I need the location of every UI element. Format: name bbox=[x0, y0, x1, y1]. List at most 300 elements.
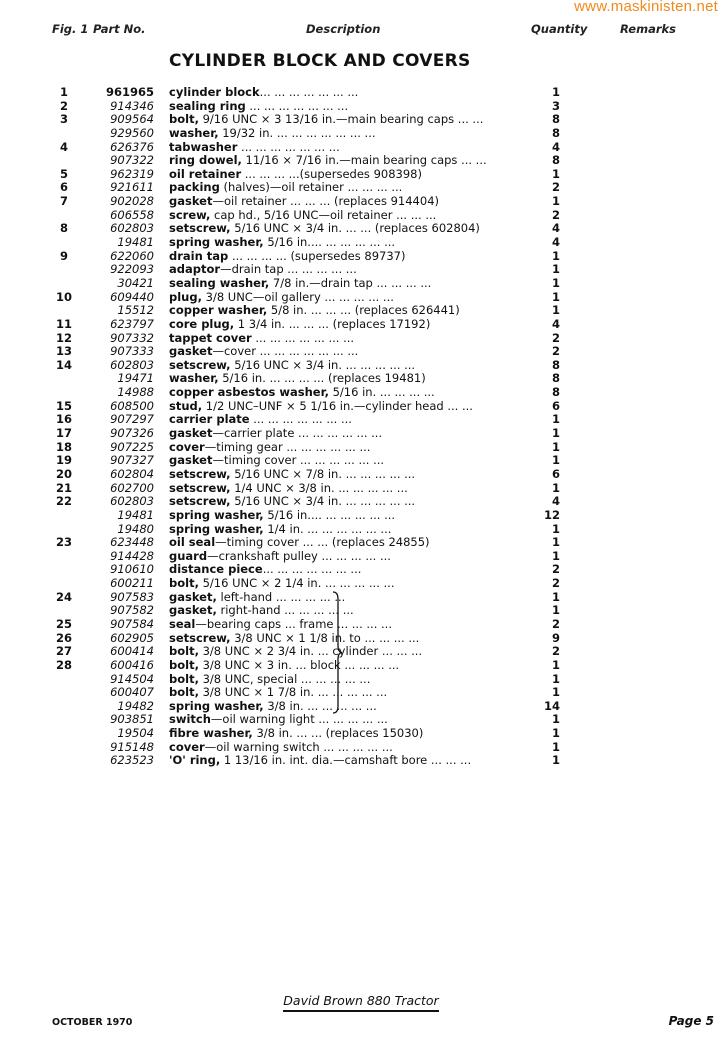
description bbox=[169, 686, 527, 700]
part-number: 907297 bbox=[110, 412, 154, 427]
description bbox=[169, 659, 527, 673]
quantity: 1 bbox=[551, 412, 560, 427]
table-row bbox=[0, 100, 722, 114]
part-number: 19504 bbox=[117, 726, 154, 741]
part-number: 602803 bbox=[110, 221, 154, 236]
part-number: 602700 bbox=[110, 480, 154, 495]
table-row bbox=[0, 236, 722, 250]
part-number: 606558 bbox=[110, 207, 154, 222]
table-row bbox=[0, 291, 722, 305]
watermark-link[interactable]: www.maskinisten.net bbox=[574, 0, 718, 15]
item-detail: —timing gear ... ... ... ... ... ... bbox=[204, 440, 371, 454]
fig-number: 7 bbox=[59, 194, 68, 209]
item-name: tabwasher bbox=[169, 140, 238, 154]
fig-number: 25 bbox=[55, 616, 72, 631]
item-detail: 5/16 UNC × 3/4 in. ... ... ... ... ... bbox=[230, 358, 416, 372]
part-number: 30421 bbox=[117, 275, 154, 290]
table-row bbox=[0, 400, 722, 414]
description bbox=[169, 550, 527, 564]
item-detail: 5/16 in. ... ... ... ... bbox=[328, 386, 435, 400]
description bbox=[169, 345, 527, 359]
item-detail: —timing cover ... ... ... ... ... ... bbox=[212, 454, 385, 468]
item-name: oil retainer bbox=[169, 167, 242, 181]
quantity: 1 bbox=[551, 453, 560, 468]
part-number: 962319 bbox=[110, 166, 154, 181]
description bbox=[169, 209, 527, 223]
description bbox=[169, 195, 527, 209]
part-number: 600407 bbox=[110, 685, 154, 700]
table-row bbox=[0, 413, 722, 427]
part-number: 19481 bbox=[117, 507, 154, 522]
part-number: 914504 bbox=[110, 671, 154, 686]
table-row bbox=[0, 727, 722, 741]
item-name: bolt, bbox=[169, 645, 199, 659]
table-row bbox=[0, 222, 722, 236]
item-detail: 7/8 in.—drain tap ... ... ... ... bbox=[269, 276, 432, 290]
item-detail: 5/16 in. ... ... ... ... (replaces 19481) bbox=[218, 372, 426, 386]
item-detail: 9/16 UNC × 3 13/16 in.—main bearing caps ... ... bbox=[198, 113, 484, 127]
part-number: 907332 bbox=[110, 330, 154, 345]
quantity: 6 bbox=[551, 398, 560, 413]
table-row bbox=[0, 304, 722, 318]
footer-title bbox=[0, 993, 722, 1008]
fig-number: 18 bbox=[55, 439, 72, 454]
part-number: 19471 bbox=[117, 371, 154, 386]
fig-number: 22 bbox=[55, 494, 72, 509]
item-detail: ... ... ... ... ... ... ... bbox=[259, 86, 359, 99]
item-detail: (halves)—oil retainer ... ... ... ... bbox=[219, 181, 403, 195]
quantity: 2 bbox=[551, 644, 560, 659]
item-name: bolt, bbox=[169, 686, 199, 700]
part-number: 622060 bbox=[110, 248, 154, 263]
quantity: 1 bbox=[551, 548, 560, 563]
item-name: washer, bbox=[169, 372, 219, 386]
description bbox=[169, 454, 527, 468]
table-row bbox=[0, 686, 722, 700]
table-row bbox=[0, 468, 722, 482]
quantity: 1 bbox=[551, 426, 560, 441]
part-number: 914428 bbox=[110, 548, 154, 563]
quantity: 1 bbox=[551, 439, 560, 454]
item-name: cylinder block bbox=[169, 86, 260, 99]
table-row bbox=[0, 591, 722, 605]
item-detail: right-hand ... ... ... ... ... bbox=[216, 604, 354, 618]
quantity: 1 bbox=[551, 535, 560, 550]
fig-number: 16 bbox=[55, 412, 72, 427]
quantity: 4 bbox=[551, 316, 560, 331]
part-number: 907333 bbox=[110, 344, 154, 359]
table-row bbox=[0, 372, 722, 386]
item-name: gasket bbox=[169, 454, 213, 468]
item-detail: 5/16 in.... ... ... ... ... ... bbox=[263, 508, 396, 522]
part-number: 608500 bbox=[110, 398, 154, 413]
item-name: setscrew, bbox=[169, 631, 231, 645]
item-name: sealing ring bbox=[169, 99, 246, 113]
item-detail: ... ... ... ... ... ... ... bbox=[237, 140, 340, 154]
item-name: adaptor bbox=[169, 263, 221, 277]
table-row bbox=[0, 577, 722, 591]
fig-number: 3 bbox=[59, 112, 68, 127]
quantity: 1 bbox=[551, 480, 560, 495]
item-detail: ... ... ... ... (supersedes 89737) bbox=[228, 249, 406, 263]
table-row bbox=[0, 195, 722, 209]
quantity: 1 bbox=[551, 726, 560, 741]
fig-number: 27 bbox=[55, 644, 72, 659]
column-header-fig: Fig. 1 bbox=[52, 22, 89, 36]
table-row bbox=[0, 250, 722, 264]
quantity: 1 bbox=[551, 671, 560, 686]
part-number: 600416 bbox=[110, 657, 154, 672]
table-row bbox=[0, 741, 722, 755]
item-detail: left-hand ... ... ... ... ... bbox=[216, 590, 346, 604]
description bbox=[169, 482, 527, 496]
item-name: oil seal bbox=[169, 536, 216, 550]
description bbox=[169, 181, 527, 195]
item-detail: ... ... ... ... ... ... ... bbox=[249, 413, 352, 427]
fig-number: 14 bbox=[55, 357, 72, 372]
item-detail: 19/32 in. ... ... ... ... ... ... ... bbox=[218, 126, 376, 140]
parts-table bbox=[0, 86, 722, 768]
item-name: bolt, bbox=[169, 658, 199, 672]
item-detail: —crankshaft pulley ... ... ... ... ... bbox=[207, 549, 391, 563]
table-row bbox=[0, 632, 722, 646]
quantity: 9 bbox=[551, 630, 560, 645]
item-name: cover bbox=[169, 440, 205, 454]
quantity: 8 bbox=[551, 125, 560, 140]
item-name: setscrew, bbox=[169, 495, 231, 509]
table-row bbox=[0, 454, 722, 468]
item-name: fibre washer, bbox=[169, 727, 253, 741]
table-row bbox=[0, 113, 722, 127]
quantity: 1 bbox=[551, 753, 560, 768]
table-row bbox=[0, 563, 722, 577]
item-name: carrier plate bbox=[169, 413, 250, 427]
column-header-description: Description bbox=[306, 22, 381, 36]
table-row bbox=[0, 673, 722, 687]
description bbox=[169, 618, 527, 632]
table-row bbox=[0, 332, 722, 346]
fig-number: 19 bbox=[55, 453, 72, 468]
item-name: ring dowel, bbox=[169, 154, 242, 168]
fig-number: 4 bbox=[59, 139, 68, 154]
item-detail: 5/16 UNC × 7/8 in. ... ... ... ... ... bbox=[230, 467, 416, 481]
quantity: 1 bbox=[551, 262, 560, 277]
item-name: gasket, bbox=[169, 590, 217, 604]
table-row bbox=[0, 86, 722, 100]
description bbox=[169, 86, 527, 100]
description bbox=[169, 277, 527, 291]
fig-number: 10 bbox=[55, 289, 72, 304]
page-title: CYLINDER BLOCK AND COVERS bbox=[169, 51, 471, 71]
table-row bbox=[0, 509, 722, 523]
item-name: distance piece bbox=[169, 563, 263, 577]
description bbox=[169, 741, 527, 755]
quantity: 8 bbox=[551, 385, 560, 400]
description bbox=[169, 563, 527, 577]
quantity: 1 bbox=[551, 289, 560, 304]
quantity: 1 bbox=[551, 275, 560, 290]
item-detail: 1/4 UNC × 3/8 in. ... ... ... ... ... bbox=[230, 481, 408, 495]
table-row bbox=[0, 318, 722, 332]
description bbox=[169, 604, 527, 618]
part-number: 623523 bbox=[110, 753, 154, 768]
item-name: bolt, bbox=[169, 577, 199, 591]
description bbox=[169, 127, 527, 141]
table-row bbox=[0, 263, 722, 277]
quantity: 2 bbox=[551, 562, 560, 577]
item-name: gasket bbox=[169, 345, 213, 359]
quantity: 2 bbox=[551, 576, 560, 591]
quantity: 1 bbox=[551, 685, 560, 700]
quantity: 1 bbox=[551, 521, 560, 536]
item-name: setscrew, bbox=[169, 467, 231, 481]
part-number: 602803 bbox=[110, 494, 154, 509]
part-number: 623797 bbox=[110, 316, 154, 331]
table-row bbox=[0, 168, 722, 182]
page-number: Page 5 bbox=[668, 1014, 714, 1028]
description bbox=[169, 141, 527, 155]
table-row bbox=[0, 359, 722, 373]
part-number: 903851 bbox=[110, 712, 154, 727]
table-row bbox=[0, 209, 722, 223]
item-detail: 1 13/16 in. int. dia.—camshaft bore ... ... ... bbox=[220, 754, 472, 768]
table-row bbox=[0, 345, 722, 359]
column-header-part-no: Part No. bbox=[93, 22, 146, 36]
item-detail: —bearing caps ... frame ... ... ... ... bbox=[195, 617, 392, 631]
table-row bbox=[0, 154, 722, 168]
part-number: 907584 bbox=[110, 616, 154, 631]
description bbox=[169, 236, 527, 250]
item-name: switch bbox=[169, 713, 211, 727]
description bbox=[169, 386, 527, 400]
part-number: 907327 bbox=[110, 453, 154, 468]
description bbox=[169, 673, 527, 687]
fig-number: 23 bbox=[55, 535, 72, 550]
item-name: screw, bbox=[169, 208, 211, 222]
item-name: tappet cover bbox=[169, 331, 252, 345]
column-header-quantity: Quantity bbox=[531, 22, 588, 36]
quantity: 2 bbox=[551, 330, 560, 345]
item-detail: 3/8 UNC × 1 7/8 in. ... ... ... ... ... bbox=[198, 686, 388, 700]
footer-title-text: David Brown 880 Tractor bbox=[283, 993, 438, 1012]
description bbox=[169, 713, 527, 727]
bracket-icon bbox=[332, 591, 342, 714]
quantity: 1 bbox=[551, 712, 560, 727]
part-number: 19480 bbox=[117, 521, 154, 536]
table-row bbox=[0, 713, 722, 727]
part-number: 14988 bbox=[117, 385, 154, 400]
quantity: 4 bbox=[551, 494, 560, 509]
part-number: 15512 bbox=[117, 303, 154, 318]
item-detail: 1 3/4 in. ... ... ... (replaces 17192) bbox=[234, 317, 431, 331]
item-detail: 3/8 in. ... ... (replaces 15030) bbox=[252, 727, 424, 741]
item-name: gasket bbox=[169, 427, 213, 441]
quantity: 14 bbox=[543, 698, 560, 713]
table-row bbox=[0, 441, 722, 455]
item-detail: —oil retainer ... ... ... (replaces 914404) bbox=[212, 195, 439, 209]
fig-number: 6 bbox=[59, 180, 68, 195]
description bbox=[169, 523, 527, 537]
item-name: spring washer, bbox=[169, 236, 264, 250]
item-name: spring washer, bbox=[169, 508, 264, 522]
column-header-remarks: Remarks bbox=[620, 22, 676, 36]
item-detail: —oil warning switch ... ... ... ... ... bbox=[204, 740, 393, 754]
description bbox=[169, 400, 527, 414]
item-name: setscrew, bbox=[169, 222, 231, 236]
item-name: sealing washer, bbox=[169, 276, 270, 290]
quantity: 8 bbox=[551, 153, 560, 168]
item-detail: 5/16 UNC × 3/4 in. ... ... (replaces 602804) bbox=[230, 222, 480, 236]
table-row bbox=[0, 482, 722, 496]
item-detail: 3/8 UNC—oil gallery ... ... ... ... ... bbox=[201, 290, 394, 304]
quantity: 4 bbox=[551, 221, 560, 236]
quantity: 6 bbox=[551, 466, 560, 481]
item-name: setscrew, bbox=[169, 481, 231, 495]
table-row bbox=[0, 754, 722, 768]
table-row bbox=[0, 604, 722, 618]
table-row bbox=[0, 141, 722, 155]
fig-number: 15 bbox=[55, 398, 72, 413]
item-detail: ... ... ... ... ... ... ... bbox=[245, 99, 349, 113]
table-row bbox=[0, 700, 722, 714]
table-row bbox=[0, 386, 722, 400]
item-detail: 3/8 UNC × 2 3/4 in. ... cylinder ... ... ... bbox=[198, 645, 423, 659]
description bbox=[169, 291, 527, 305]
quantity: 2 bbox=[551, 180, 560, 195]
item-detail: cap hd., 5/16 UNC—oil retainer ... ... ... bbox=[210, 208, 437, 222]
part-number: 902028 bbox=[110, 194, 154, 209]
quantity: 2 bbox=[551, 207, 560, 222]
quantity: 2 bbox=[551, 616, 560, 631]
fig-number: 17 bbox=[55, 426, 72, 441]
description bbox=[169, 413, 527, 427]
item-detail: —timing cover ... ... (replaces 24855) bbox=[215, 536, 430, 550]
table-row bbox=[0, 618, 722, 632]
item-name: 'O' ring, bbox=[169, 754, 221, 768]
fig-number: 5 bbox=[59, 166, 68, 181]
part-number: 907583 bbox=[110, 589, 154, 604]
item-detail: —oil warning light ... ... ... ... ... bbox=[210, 713, 388, 727]
table-row bbox=[0, 659, 722, 673]
description bbox=[169, 727, 527, 741]
item-detail: 3/8 UNC × 3 in. ... block ... ... ... ... bbox=[198, 658, 400, 672]
item-name: core plug, bbox=[169, 317, 235, 331]
part-number: 922093 bbox=[110, 262, 154, 277]
item-detail: 5/16 UNC × 3/4 in. ... ... ... ... ... bbox=[230, 495, 416, 509]
part-number: 602803 bbox=[110, 357, 154, 372]
part-number: 626376 bbox=[110, 139, 154, 154]
item-detail: —cover ... ... ... ... ... ... ... bbox=[212, 345, 359, 359]
part-number: 914346 bbox=[110, 98, 154, 113]
item-detail: 5/16 in.... ... ... ... ... ... bbox=[263, 236, 396, 250]
part-number: 600211 bbox=[110, 576, 154, 591]
part-number: 961965 bbox=[105, 85, 154, 99]
table-row bbox=[0, 181, 722, 195]
quantity: 1 bbox=[551, 166, 560, 181]
item-name: bolt, bbox=[169, 113, 199, 127]
fig-number: 1 bbox=[59, 85, 68, 99]
part-number: 609440 bbox=[110, 289, 154, 304]
fig-number: 20 bbox=[55, 466, 72, 481]
table-row bbox=[0, 536, 722, 550]
item-name: cover bbox=[169, 740, 205, 754]
table-row bbox=[0, 495, 722, 509]
part-number: 19482 bbox=[117, 698, 154, 713]
item-detail: 5/8 in. ... ... ... (replaces 626441) bbox=[267, 304, 460, 318]
part-number: 19481 bbox=[117, 235, 154, 250]
description bbox=[169, 263, 527, 277]
fig-number: 24 bbox=[55, 589, 72, 604]
part-number: 909564 bbox=[110, 112, 154, 127]
item-detail: 3/8 UNC, special ... ... ... ... ... bbox=[198, 672, 371, 686]
quantity: 1 bbox=[551, 303, 560, 318]
item-detail: ... ... ... ... ... ... ... bbox=[262, 563, 362, 577]
quantity: 8 bbox=[551, 371, 560, 386]
description bbox=[169, 632, 527, 646]
quantity: 1 bbox=[551, 603, 560, 618]
part-number: 602804 bbox=[110, 466, 154, 481]
description bbox=[169, 427, 527, 441]
item-name: washer, bbox=[169, 126, 219, 140]
part-number: 921611 bbox=[110, 180, 154, 195]
quantity: 1 bbox=[551, 589, 560, 604]
description bbox=[169, 468, 527, 482]
item-name: copper asbestos washer, bbox=[169, 386, 329, 400]
quantity: 1 bbox=[551, 248, 560, 263]
quantity: 8 bbox=[551, 112, 560, 127]
description bbox=[169, 100, 527, 114]
description bbox=[169, 372, 527, 386]
item-detail: —carrier plate ... ... ... ... ... ... bbox=[212, 427, 383, 441]
item-detail: 1/4 in. ... ... ... ... ... ... bbox=[263, 522, 392, 536]
quantity: 1 bbox=[551, 194, 560, 209]
table-row bbox=[0, 550, 722, 564]
item-name: stud, bbox=[169, 399, 203, 413]
quantity: 3 bbox=[551, 98, 560, 113]
item-name: guard bbox=[169, 549, 208, 563]
item-name: spring washer, bbox=[169, 699, 264, 713]
item-detail: 1/2 UNC–UNF × 5 1/16 in.—cylinder head ... ... bbox=[202, 399, 473, 413]
item-detail: ... ... ... ...(supersedes 908398) bbox=[241, 167, 422, 181]
item-name: bolt, bbox=[169, 672, 199, 686]
description bbox=[169, 509, 527, 523]
item-name: gasket, bbox=[169, 604, 217, 618]
item-detail: 5/16 UNC × 2 1/4 in. ... ... ... ... ... bbox=[198, 577, 395, 591]
item-detail: 3/8 UNC × 1 1/8 in. to ... ... ... ... bbox=[230, 631, 420, 645]
description bbox=[169, 495, 527, 509]
part-number: 623448 bbox=[110, 535, 154, 550]
quantity: 12 bbox=[543, 507, 560, 522]
description bbox=[169, 318, 527, 332]
item-detail: —drain tap ... ... ... ... ... bbox=[220, 263, 357, 277]
fig-number: 11 bbox=[55, 316, 72, 331]
table-row bbox=[0, 645, 722, 659]
fig-number: 2 bbox=[59, 98, 68, 113]
item-detail: 3/8 in. ... ... ... ... ... bbox=[263, 699, 377, 713]
item-name: packing bbox=[169, 181, 220, 195]
description bbox=[169, 332, 527, 346]
part-number: 907225 bbox=[110, 439, 154, 454]
table-row bbox=[0, 427, 722, 441]
description bbox=[169, 359, 527, 373]
description bbox=[169, 154, 527, 168]
item-name: drain tap bbox=[169, 249, 229, 263]
item-name: plug, bbox=[169, 290, 202, 304]
description bbox=[169, 577, 527, 591]
fig-number: 8 bbox=[59, 221, 68, 236]
item-detail: 11/16 × 7/16 in.—main bearing caps ... ... bbox=[241, 154, 487, 168]
quantity: 4 bbox=[551, 235, 560, 250]
